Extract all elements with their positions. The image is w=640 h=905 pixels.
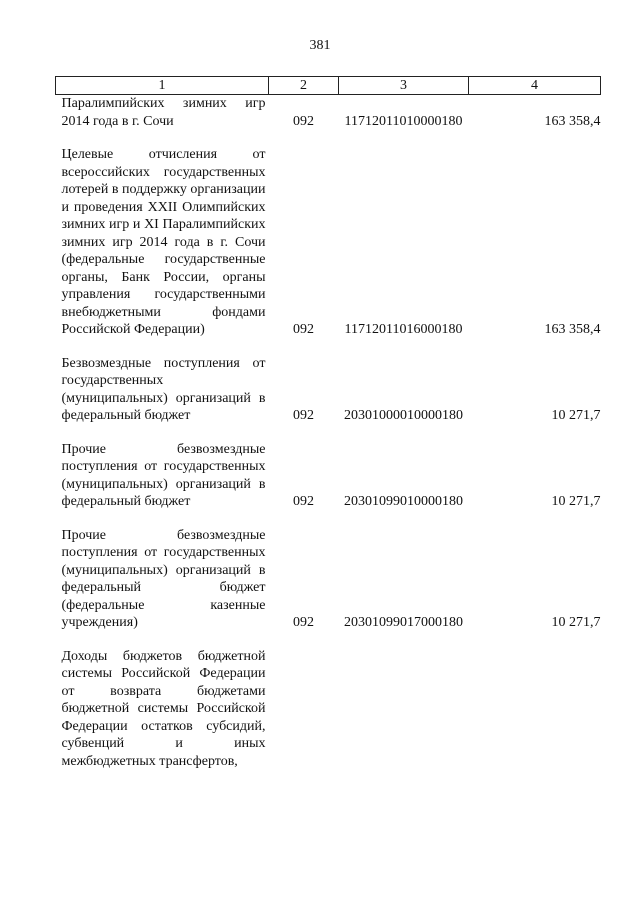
revenue-table xyxy=(55,76,601,770)
row-name: Прочие безвозмездные поступления от государственных (муниципальных) организаций в федеральный бюджет xyxy=(61,441,266,509)
row-amount xyxy=(469,632,601,771)
table-header-row xyxy=(56,77,601,95)
row-amount: 163 358,4 xyxy=(544,322,601,337)
header-col-3: 3 xyxy=(339,77,469,95)
page-number: 381 xyxy=(309,38,331,53)
row-name: Прочие безвозмездные поступления от государственных (муниципальных) организаций в федеральный бюджет (федеральные казенные учреждения) xyxy=(61,527,266,630)
table-row xyxy=(56,632,601,771)
row-budget-code: 11712011010000180 xyxy=(344,113,463,129)
row-admin-code: 092 xyxy=(293,322,314,337)
row-budget-code: 20301099017000180 xyxy=(344,615,463,630)
header-col-1: 1 xyxy=(56,77,269,95)
table-row xyxy=(56,95,601,131)
row-admin-code: 092 xyxy=(293,494,314,509)
row-name: Доходы бюджетов бюджетной системы Российской Федерации от возврата бюджетами бюджетной системы Российской Федерации остатков субсидий, субвенций и иных межбюджетных трансфертов, xyxy=(61,648,266,769)
table-row xyxy=(56,130,601,339)
row-budget-code: 20301099010000180 xyxy=(344,494,463,509)
row-admin-code: 092 xyxy=(293,615,314,630)
row-amount: 10 271,7 xyxy=(551,408,601,423)
row-admin-code: 092 xyxy=(293,113,314,129)
header-col-2: 2 xyxy=(269,77,339,95)
header-col-4: 4 xyxy=(469,77,601,95)
row-name: Целевые отчисления от всероссийских государственных лотерей в поддержку организации и проведения XXII Олимпийских зимних игр и XI Паралимпийских зимних игр 2014 года в г. Сочи (федеральные государственные органы, Банк России, органы управления государственными внебюджетными фондами Российской Федерации) xyxy=(61,147,266,337)
row-budget-code xyxy=(339,632,469,771)
row-admin-code: 092 xyxy=(293,408,314,423)
row-admin-code xyxy=(269,632,339,771)
row-amount: 163 358,4 xyxy=(544,113,601,129)
table-row xyxy=(56,425,601,511)
row-amount: 10 271,7 xyxy=(551,494,601,509)
row-budget-code: 11712011016000180 xyxy=(344,322,463,337)
table-row xyxy=(56,339,601,425)
row-budget-code: 20301000010000180 xyxy=(344,408,463,423)
row-name: Безвозмездные поступления от государственных (муниципальных) организаций в федеральный бюджет xyxy=(61,355,266,423)
row-name: Паралимпийских зимних игр 2014 года в г. Сочи xyxy=(61,96,266,129)
table-row xyxy=(56,511,601,632)
row-amount: 10 271,7 xyxy=(551,615,601,630)
